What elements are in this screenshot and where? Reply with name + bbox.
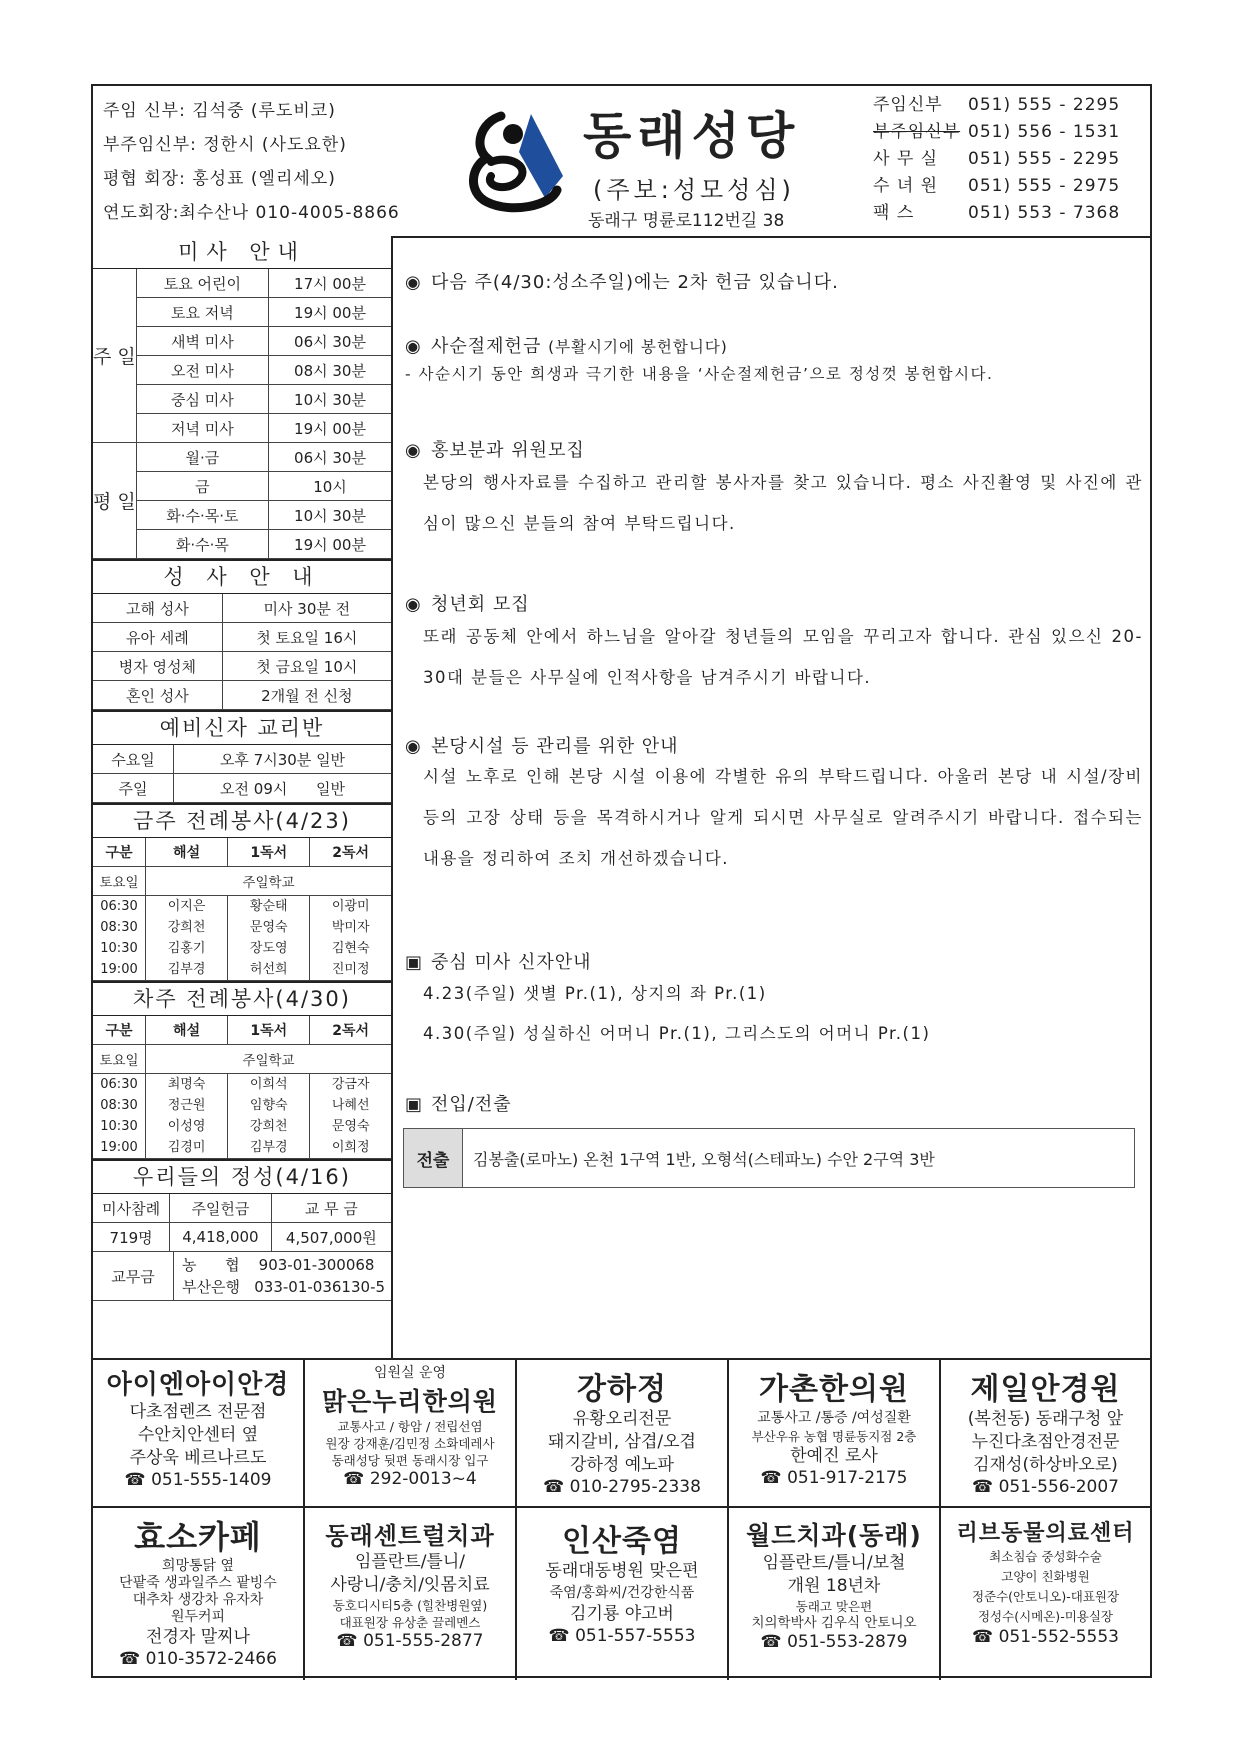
notice-title: 사순절제헌금 xyxy=(431,336,542,357)
ad-line: 개원 18년차 xyxy=(787,1576,881,1596)
sacrament-title: 성 사 안 내 xyxy=(93,561,391,594)
bullet-icon: ◉ xyxy=(405,272,422,293)
ad-line: 정성수(시메온)-미용실장 xyxy=(977,1609,1113,1624)
notice-youth-group xyxy=(405,590,530,616)
ad-line: 한예진 로사 xyxy=(790,1446,878,1466)
contact-row xyxy=(873,146,1120,173)
notices xyxy=(393,236,1150,1358)
mass-name: 화·수·목·토 xyxy=(136,501,268,530)
class-time: 오전 09시 일반 xyxy=(174,774,392,803)
column-header: 구분 xyxy=(93,838,146,867)
mass-name: 토요 저녁 xyxy=(136,298,268,327)
mass-time: 19시 00분 xyxy=(269,298,392,327)
column-header: 해설 xyxy=(146,1016,228,1045)
column-header: 구분 xyxy=(93,1016,146,1045)
ad-phone: ☎ 051-917-2175 xyxy=(760,1468,908,1488)
ad-live-animal-center xyxy=(941,1508,1150,1680)
ad-line: 사랑니/충치/잇몸치료 xyxy=(330,1575,490,1595)
bullet-icon: ◉ xyxy=(405,440,422,461)
account-numbers xyxy=(174,1252,392,1301)
class-day: 수요일 xyxy=(93,745,174,774)
ad-line: 김기룡 야고버 xyxy=(570,1604,674,1624)
transfer-label: 전출 xyxy=(404,1129,463,1187)
notice-2nd-collection xyxy=(405,268,839,294)
ad-phone: ☎ 010-3572-2466 xyxy=(119,1649,277,1669)
ad-line: 대추차 생강차 유자차 xyxy=(132,1592,264,1608)
ad-name: 동래센트럴치과 xyxy=(325,1522,495,1550)
ad-line: 수안치안센터 옆 xyxy=(137,1425,259,1445)
offering-summary xyxy=(93,1161,391,1301)
notice-body xyxy=(423,974,1143,1054)
ad-line: 돼지갈비, 삼겹/오겹 xyxy=(548,1432,696,1452)
ad-line: 임원실 운영 xyxy=(373,1365,447,1381)
parish-address: 동래구 명륜로112번길 38 xyxy=(588,211,785,231)
sacrament-name: 고해 성사 xyxy=(93,594,222,623)
saturday-label: 토요일 xyxy=(93,1045,146,1074)
mass-time: 19시 00분 xyxy=(269,530,392,559)
time-column: 06:30 08:30 10:30 19:00 xyxy=(93,1074,146,1159)
contact-label: 사 무 실 xyxy=(873,149,939,169)
sponsor-ads xyxy=(93,1358,1150,1680)
sacrament-time: 첫 금요일 10시 xyxy=(222,652,391,681)
account-line: 부산은행 033-01-036130-5 xyxy=(182,1278,386,1296)
contact-list xyxy=(873,92,1120,227)
notice-main-mass xyxy=(405,948,592,974)
assistant-pastor-line: 부주임신부: 정한시 (사도요한) xyxy=(103,135,347,155)
ad-name: 가촌한의원 xyxy=(759,1372,909,1407)
mass-schedule xyxy=(93,236,391,561)
ad-hyoso-cafe xyxy=(93,1508,305,1680)
ad-jeil-optical xyxy=(941,1360,1150,1508)
ad-phone: ☎ 010-2795-2338 xyxy=(543,1477,701,1497)
column-header: 2독서 xyxy=(310,838,391,867)
ad-line: 다초점렌즈 전문점 xyxy=(129,1402,267,1422)
ad-name: 아이엔아이안경 xyxy=(106,1370,290,1400)
ad-name: 리브동물의료센터 xyxy=(956,1521,1135,1546)
commentator-column: 이지은 강희천 김홍기 김부경 xyxy=(146,896,228,981)
sacrament-table xyxy=(93,594,391,710)
ad-line: 부산우유 농협 명륜동지점 2층 xyxy=(751,1429,917,1444)
sunday-label: 주 일 xyxy=(93,269,136,443)
ad-line: 정준수(안토니오)-대표원장 xyxy=(971,1589,1120,1604)
ad-line: 임플란트/틀니/보철 xyxy=(762,1553,906,1573)
ad-line: 희망통닭 옆 xyxy=(161,1558,235,1574)
ad-malgeun-nuri xyxy=(305,1360,517,1508)
offering-table xyxy=(93,1194,391,1252)
ad-gachon-clinic xyxy=(729,1360,941,1508)
reader2-column: 이광미 박미자 김현숙 진미정 xyxy=(310,896,391,981)
contact-row xyxy=(873,92,1120,119)
mass-name: 저녁 미사 xyxy=(136,414,268,443)
contact-phone: 051) 555 - 2295 xyxy=(968,149,1121,169)
contact-phone: 051) 556 - 1531 xyxy=(968,122,1121,142)
notice-note: (부활시기에 봉헌합니다) xyxy=(548,338,728,356)
mass-time: 08시 30분 xyxy=(269,356,392,385)
column-header: 2독서 xyxy=(310,1016,391,1045)
ad-line: 치의학박사 김우식 안토니오 xyxy=(751,1615,917,1631)
sacrament-time: 2개월 전 신청 xyxy=(222,681,391,710)
contact-phone: 051) 555 - 2975 xyxy=(968,176,1121,196)
notice-title: 중심 미사 신자안내 xyxy=(431,952,592,973)
account-label: 교무금 xyxy=(93,1252,174,1301)
mass-time: 17시 00분 xyxy=(269,269,392,298)
ad-line: (복천동) 동래구청 앞 xyxy=(967,1409,1124,1429)
service-next-table xyxy=(93,1016,391,1159)
ad-line: 임플란트/틀니/ xyxy=(355,1552,465,1572)
ad-phone: ☎ 051-552-5553 xyxy=(971,1627,1119,1647)
ad-name: 월드치과(동래) xyxy=(746,1521,922,1550)
notice-line: 4.30(주일) 성실하신 어머니 Pr.(1), 그리스도의 어머니 Pr.(1) xyxy=(423,1024,931,1043)
sacrament-name: 병자 영성체 xyxy=(93,652,222,681)
contact-label: 부주임신부 xyxy=(873,122,961,142)
mass-time: 10시 xyxy=(269,472,392,501)
contact-row xyxy=(873,119,1120,146)
ad-line: 교통사고 /통증 /여성질환 xyxy=(757,1410,911,1426)
notice-body: - 사순시기 동안 희생과 극기한 내용을 ‘사순절제헌금’으로 정성껏 봉헌합시다. xyxy=(405,365,994,383)
reader1-column: 이희석 임향숙 강희천 김부경 xyxy=(228,1074,310,1159)
class-day: 주일 xyxy=(93,774,174,803)
service-this-week xyxy=(93,805,391,983)
ad-central-dental xyxy=(305,1508,517,1680)
saturday-group: 주일학교 xyxy=(146,1045,392,1074)
dues-value: 4,507,000원 xyxy=(271,1223,391,1252)
ad-line: 단팥죽 생과일주스 팥빙수 xyxy=(119,1575,277,1591)
sacrament-info xyxy=(93,561,391,712)
service-this-title: 금주 전례봉사(4/23) xyxy=(93,805,391,838)
sacrament-name: 유아 세례 xyxy=(93,623,222,652)
ad-line: 동래고 맞은편 xyxy=(795,1599,873,1614)
clergy-info xyxy=(103,94,400,230)
bullet-icon: ◉ xyxy=(405,336,422,357)
ad-line: 동호디시티5층 (힐찬병원옆) xyxy=(332,1598,488,1613)
notice-body: 또래 공동체 안에서 하느님을 알아갈 청년들의 모임을 꾸리고자 합니다. 관심 있으신 20-30대 분들은 사무실에 인적사항을 남겨주시기 바랍니다. xyxy=(423,627,1143,687)
notice-title: 전입/전출 xyxy=(431,1094,512,1115)
column-header: 1독서 xyxy=(228,838,310,867)
ad-line: 고양이 친화병원 xyxy=(1001,1569,1090,1584)
ad-name: 인산죽염 xyxy=(562,1524,682,1559)
ad-phone: ☎ 051-555-1409 xyxy=(124,1470,272,1490)
ad-phone: ☎ 292-0013~4 xyxy=(343,1469,477,1489)
notice-title: 홍보분과 위원모집 xyxy=(431,440,585,461)
mass-name: 새벽 미사 xyxy=(136,327,268,356)
service-next-title: 차주 전례봉사(4/30) xyxy=(93,983,391,1016)
ad-line: 최소침습 중성화수술 xyxy=(989,1549,1102,1564)
ad-line: 누진다초점안경전문 xyxy=(971,1432,1120,1452)
ad-line: 원장 강재훈/김민정 소화데레사 xyxy=(325,1436,495,1451)
council-president-line: 평협 회장: 홍성표 (엘리세오) xyxy=(103,169,336,189)
mass-time: 06시 30분 xyxy=(269,327,392,356)
transfer-text: 김봉출(로마노) 온천 1구역 1반, 오형석(스테파노) 수안 2구역 3반 xyxy=(473,1149,935,1169)
column-header: 주일헌금 xyxy=(170,1194,271,1223)
sacrament-time: 미사 30분 전 xyxy=(222,594,391,623)
notice-pr-committee xyxy=(405,436,585,462)
mass-name: 금 xyxy=(136,472,268,501)
contact-phone: 051) 553 - 7368 xyxy=(968,203,1121,223)
parish-logo-icon xyxy=(461,106,571,216)
contact-row xyxy=(873,173,1120,200)
sunday-offering-value: 4,418,000 xyxy=(170,1223,271,1252)
mass-table xyxy=(93,269,391,559)
class-time: 오후 7시30분 일반 xyxy=(174,745,392,774)
column-header: 교 무 금 xyxy=(271,1194,391,1223)
notice-body: 본당의 행사자료를 수집하고 관리할 봉사자를 찾고 있습니다. 평소 사진촬영 및 사진에 관심이 많으신 분들의 참여 부탁드립니다. xyxy=(423,473,1143,533)
notice-text: 다음 주(4/30:성소주일)에는 2차 헌금 있습니다. xyxy=(431,272,839,293)
notice-facility xyxy=(405,732,679,758)
mass-time: 10시 30분 xyxy=(269,501,392,530)
catechumen-table xyxy=(93,745,391,803)
offering-title: 우리들의 정성(4/16) xyxy=(93,1161,391,1194)
parish-title: 동래성당 xyxy=(583,107,801,165)
mass-name: 중심 미사 xyxy=(136,385,268,414)
ad-kanghajeong xyxy=(517,1360,729,1508)
reader1-column: 황순태 문영숙 장도영 허선희 xyxy=(228,896,310,981)
prayer-leader-line: 연도회장:최수산나 010-4005-8866 xyxy=(103,203,400,223)
notice-title: 본당시설 등 관리를 위한 안내 xyxy=(431,736,679,757)
pastor-line: 주임 신부: 김석중 (루도비코) xyxy=(103,101,336,121)
bullet-icon: ◉ xyxy=(405,594,422,615)
ad-phone: ☎ 051-556-2007 xyxy=(971,1477,1119,1497)
mass-name: 토요 어린이 xyxy=(136,269,268,298)
ad-line: 동래대동병원 맞은편 xyxy=(545,1561,699,1581)
ad-line: 대표원장 유상춘 끌레멘스 xyxy=(339,1615,481,1630)
bullet-icon: ◉ xyxy=(405,736,422,757)
ad-name: 제일안경원 xyxy=(970,1372,1121,1407)
contact-row xyxy=(873,200,1120,227)
catechumen-class xyxy=(93,712,391,805)
notice-body: 시설 노후로 인해 본당 시설 이용에 각별한 유의 부탁드립니다. 아울러 본당 내 시설/장비 등의 고장 상태 등을 목격하시거나 알게 되시면 사무실로 알려주시기 바랍니다. 접수되는 내용을 정리하여 조치 개선하겠습니다. xyxy=(423,767,1143,868)
notice-title: 청년회 모집 xyxy=(431,594,530,615)
ad-line: 강하정 예노파 xyxy=(570,1455,674,1475)
saturday-label: 토요일 xyxy=(93,867,146,896)
ad-name: 효소카페 xyxy=(134,1518,262,1556)
account-table xyxy=(93,1252,391,1301)
ad-line: 죽염/홍화씨/건강한식품 xyxy=(549,1585,695,1601)
reader2-column: 강금자 나혜선 문영숙 이희정 xyxy=(310,1074,391,1159)
ad-inai-optical xyxy=(93,1360,305,1508)
square-bullet-icon: ▣ xyxy=(405,1094,424,1115)
ad-line: 교통사고 / 항암 / 전립선염 xyxy=(337,1419,483,1434)
contact-phone: 051) 555 - 2295 xyxy=(968,95,1121,115)
time-column: 06:30 08:30 10:30 19:00 xyxy=(93,896,146,981)
ad-insan-jugyeom xyxy=(517,1508,729,1680)
transfer-box xyxy=(403,1128,1135,1188)
mass-name: 오전 미사 xyxy=(136,356,268,385)
saturday-group: 주일학교 xyxy=(146,867,392,896)
ad-world-dental xyxy=(729,1508,941,1680)
bulletin-subtitle: (주보:성모성심) xyxy=(593,176,795,204)
service-this-table xyxy=(93,838,391,981)
ad-phone: ☎ 051-557-5553 xyxy=(548,1626,696,1646)
contact-label: 팩 스 xyxy=(873,203,915,223)
service-next-week xyxy=(93,983,391,1161)
ad-line: 동래성당 뒷편 동래시장 입구 xyxy=(331,1453,489,1468)
ad-line: 전경자 말찌나 xyxy=(146,1627,250,1647)
weekday-label: 평 일 xyxy=(93,443,136,559)
square-bullet-icon: ▣ xyxy=(405,952,424,973)
sacrament-time: 첫 토요일 16시 xyxy=(222,623,391,652)
contact-label: 수 녀 원 xyxy=(873,176,939,196)
ad-line: 김재성(하상바오로) xyxy=(973,1455,1118,1475)
mass-time: 10시 30분 xyxy=(269,385,392,414)
ad-line: 원두커피 xyxy=(170,1609,226,1625)
commentator-column: 최명숙 정근원 이성영 김경미 xyxy=(146,1074,228,1159)
column-header: 해설 xyxy=(146,838,228,867)
attendance-value: 719명 xyxy=(93,1223,170,1252)
notice-transfer xyxy=(405,1090,512,1116)
account-line: 농 협 903-01-300068 xyxy=(182,1256,375,1274)
mass-name: 화·수·목 xyxy=(136,530,268,559)
contact-label: 주임신부 xyxy=(873,95,943,115)
bulletin-frame xyxy=(91,84,1152,1678)
sacrament-name: 혼인 성사 xyxy=(93,681,222,710)
mass-time: 19시 00분 xyxy=(269,414,392,443)
ad-phone: ☎ 051-553-2879 xyxy=(760,1632,908,1652)
ad-line: 주상욱 베르나르도 xyxy=(129,1448,267,1468)
sidebar xyxy=(93,236,393,1358)
catechumen-title: 예비신자 교리반 xyxy=(93,712,391,745)
column-header: 미사참례 xyxy=(93,1194,170,1223)
mass-schedule-title: 미사 안내 xyxy=(93,236,391,269)
ad-name: 강하정 xyxy=(577,1372,667,1407)
ad-line: 유황오리전문 xyxy=(572,1409,672,1429)
mass-time: 06시 30분 xyxy=(269,443,392,472)
column-header: 1독서 xyxy=(228,1016,310,1045)
header xyxy=(93,86,1150,238)
ad-phone: ☎ 051-555-2877 xyxy=(336,1631,484,1651)
ad-name: 맑은누리한의원 xyxy=(321,1387,499,1416)
notice-line: 4.23(주일) 샛별 Pr.(1), 상지의 좌 Pr.(1) xyxy=(423,984,767,1003)
mass-name: 월·금 xyxy=(136,443,268,472)
